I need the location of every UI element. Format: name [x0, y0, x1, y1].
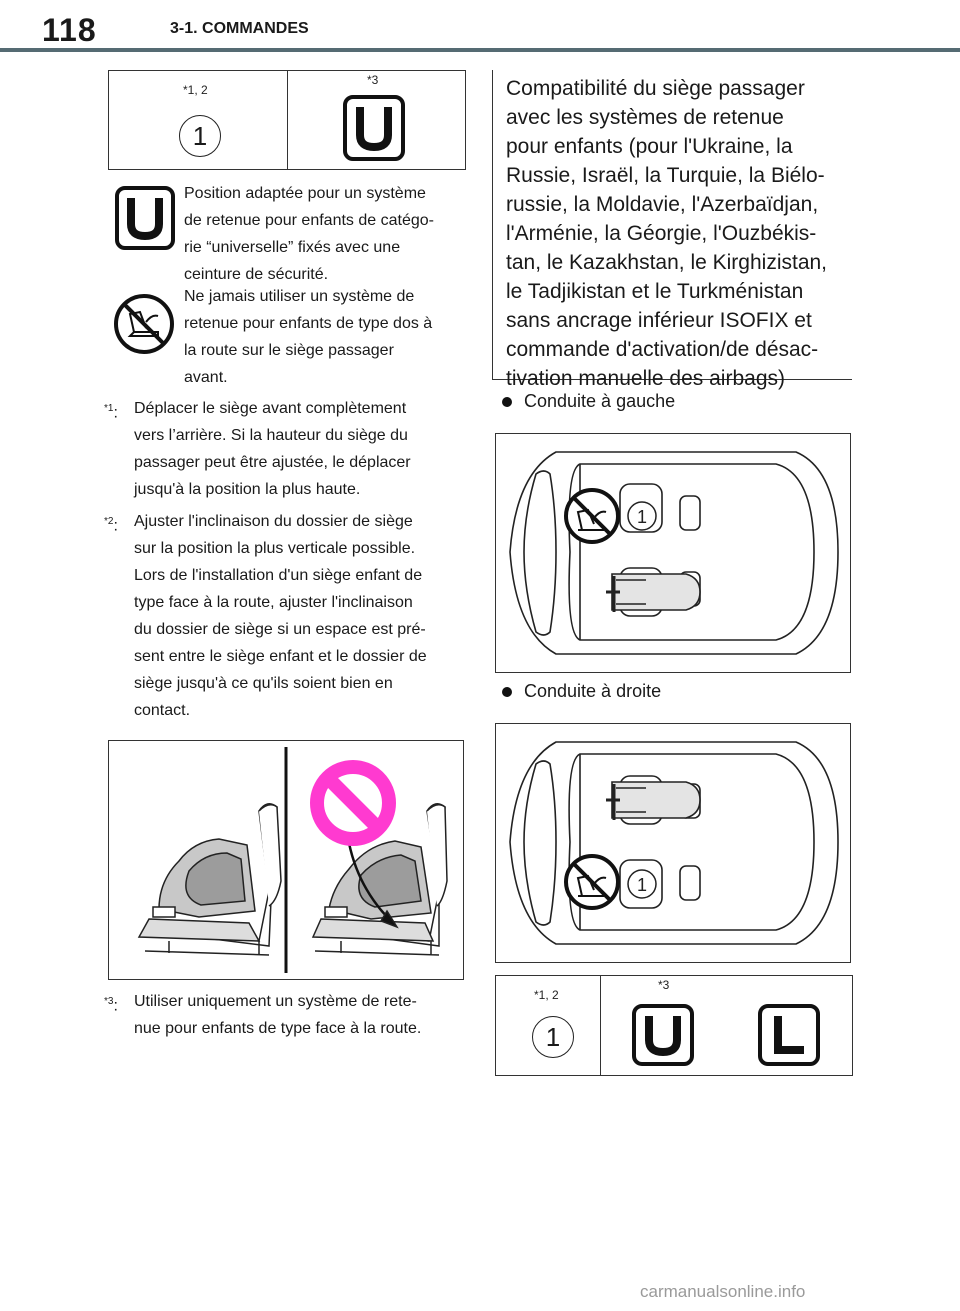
page-number: 118 [42, 12, 97, 48]
heading-line: avec les systèmes de retenue [506, 106, 784, 129]
bullet-dot [502, 397, 512, 407]
heading-line: Russie, Israël, la Turquie, la Biélo- [506, 164, 825, 187]
text-line: Ne jamais utiliser un système de [184, 288, 415, 305]
heading-line: Compatibilité du siège passager [506, 77, 805, 100]
text-line: du dossier de siège si un espace est pré- [134, 621, 426, 638]
universal-u-icon [632, 1004, 694, 1066]
bullet-lhd [502, 391, 842, 415]
text-line: Déplacer le siège avant complètement [134, 400, 407, 417]
text-line: jusqu'à la position la plus haute. [134, 481, 361, 498]
text-line: de retenue pour enfants de catégo- [184, 212, 434, 229]
heading-line: russie, la Moldavie, l'Azerbaïdjan, [506, 193, 819, 216]
table-header-right: *3 [367, 73, 379, 87]
lhd-car-diagram [495, 433, 851, 673]
text-line: avant. [184, 369, 228, 386]
top-compat-table [108, 70, 466, 170]
section-title: 3-1. COMMANDES [170, 20, 309, 37]
bullet-dot [502, 687, 512, 697]
text-line: ceinture de sécurité. [184, 266, 329, 283]
table-header-left: *1, 2 [534, 988, 559, 1002]
text-line: passager peut être ajustée, le déplacer [134, 454, 411, 471]
bullet-rhd [502, 681, 842, 705]
heading-line: le Tadjikistan et le Turkménistan [506, 280, 804, 303]
heading-line: tan, le Kazakhstan, le Kirghizistan, [506, 251, 828, 274]
bullet-text: Conduite à droite [524, 681, 662, 701]
table-divider [287, 71, 288, 169]
heading-line: l'Arménie, la Géorgie, l'Ouzbékis- [506, 222, 817, 245]
text-line: sur la position la plus verticale possible. [134, 540, 416, 557]
seat-recline-figure [108, 740, 464, 980]
note-3 [104, 988, 474, 1044]
circled-1-icon [179, 115, 221, 157]
universal-u-icon [115, 186, 175, 250]
note-marker: $^{*3}$: [104, 996, 118, 1015]
text-line: Position adaptée pour un système [184, 185, 426, 202]
heading-line: tivation manuelle des airbags) [506, 367, 785, 390]
legend-universal-text [184, 180, 474, 288]
text-line: type face à la route, ajuster l'inclinaison [134, 594, 413, 611]
seat-correct [139, 804, 281, 955]
text-line: Lors de l'installation d'un siège enfant de [134, 567, 423, 584]
circled-1-label: 1 [636, 875, 648, 895]
note-marker: $^{*1}$: [104, 403, 118, 422]
note-2 [104, 508, 474, 728]
watermark: carmanualsonline.info [640, 1282, 806, 1301]
text-line: rie “universelle” fixés avec une [184, 239, 401, 256]
table-divider [600, 976, 601, 1075]
text-line: la route sur le siège passager [184, 342, 394, 359]
heading-line: sans ancrage inférieur ISOFIX et [506, 309, 812, 332]
table-header-right: *3 [658, 978, 670, 992]
compat-heading [506, 74, 846, 393]
text-line: contact. [134, 702, 191, 719]
text-line: siège jusqu'à ce qu'ils soient bien en [134, 675, 393, 692]
circled-1-label: 1 [545, 1021, 561, 1052]
text-line: Ajuster l'inclinaison du dossier de siège [134, 513, 413, 530]
heading-line: pour enfants (pour l'Ukraine, la [506, 135, 793, 158]
note-marker: $^{*2}$: [104, 516, 118, 535]
header-rule [0, 48, 960, 52]
no-rear-facing-icon [566, 490, 618, 542]
circled-1-icon [532, 1016, 574, 1058]
no-rear-facing-icon [112, 292, 176, 356]
text-line: sent entre le siège enfant et le dossier de [134, 648, 427, 665]
l-category-icon [758, 1004, 820, 1066]
legend-prohibited-text [184, 283, 474, 391]
note-marker-text: *1 [104, 403, 114, 414]
no-rear-facing-icon [566, 856, 618, 908]
text-line: retenue pour enfants de type dos à [184, 315, 433, 332]
bottom-compat-table [495, 975, 853, 1076]
bullet-text: Conduite à gauche [524, 391, 676, 411]
table-header-left: *1, 2 [183, 83, 208, 97]
note-1 [104, 395, 474, 505]
circled-1-label: 1 [636, 507, 648, 527]
prohibition-sign [317, 767, 389, 839]
circled-1-label: 1 [192, 120, 208, 151]
universal-u-icon [343, 95, 405, 161]
rhd-car-diagram [495, 723, 851, 963]
text-line: Utiliser uniquement un système de rete- [134, 993, 417, 1010]
note-marker-text: *2 [104, 516, 114, 527]
heading-line: commande d'activation/de désac- [506, 338, 819, 361]
text-line: vers l’arrière. Si la hauteur du siège du [134, 427, 408, 444]
text-line: nue pour enfants de type face à la route. [134, 1020, 422, 1037]
note-marker-text: *3 [104, 996, 114, 1007]
